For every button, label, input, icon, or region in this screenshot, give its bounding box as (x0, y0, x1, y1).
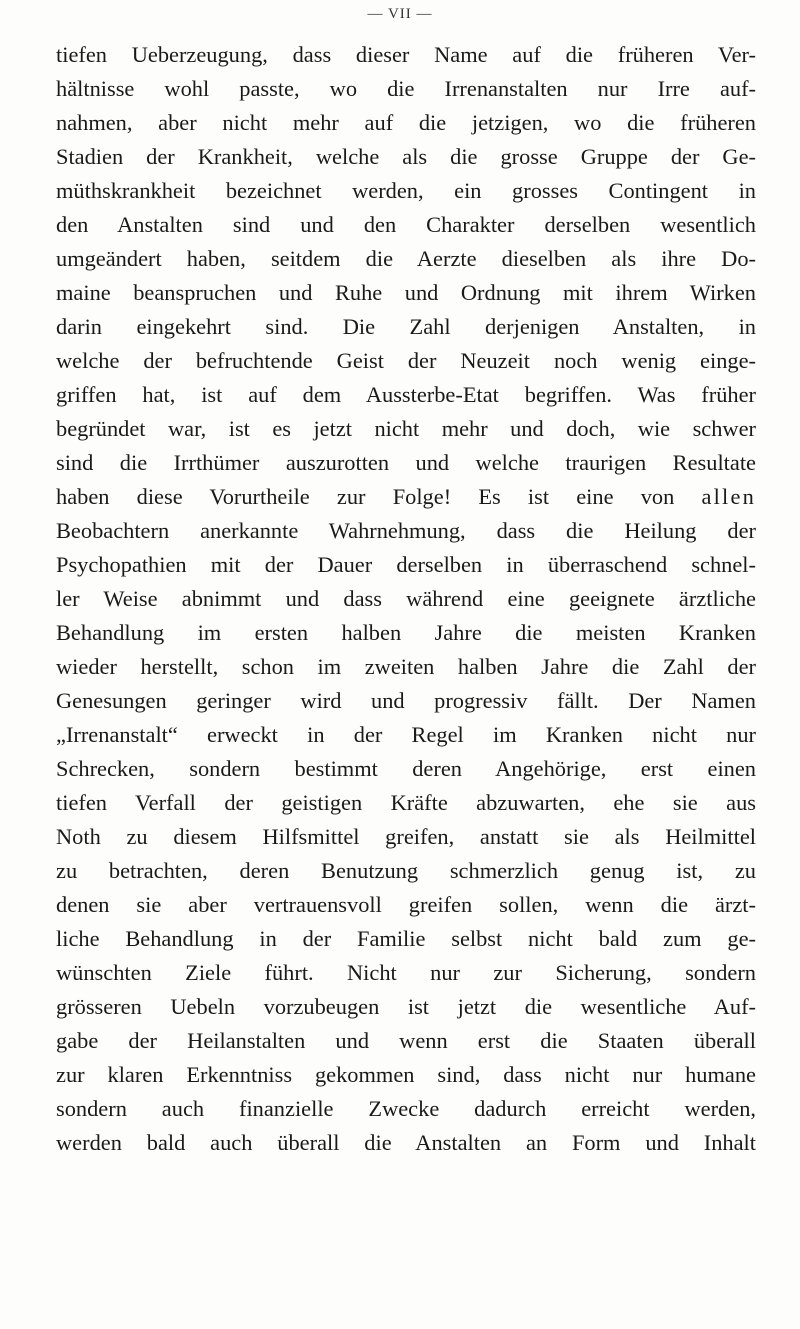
text-line: Noth zu diesem Hilfsmittel greifen, anstatt sie als Heilmittel (56, 824, 756, 849)
text-line: Genesungen geringer wird und progressiv fällt. Der Namen (56, 688, 756, 713)
text-line: wünschten Ziele führt. Nicht nur zur Sicherung, sondern (56, 960, 756, 985)
text-line: umgeändert haben, seitdem die Aerzte dieselben als ihre Do- (56, 246, 756, 271)
text-line: tiefen Ueberzeugung, dass dieser Name auf die früheren Ver- (56, 42, 756, 67)
text-line: hältnisse wohl passte, wo die Irrenanstalten nur Irre auf- (56, 76, 756, 101)
spaced-emphasis-word: allen (701, 484, 756, 509)
text-line: begründet war, ist es jetzt nicht mehr und doch, wie schwer (56, 416, 756, 441)
text-line: Beobachtern anerkannte Wahrnehmung, dass die Heilung der (56, 518, 756, 543)
text-line: griffen hat, ist auf dem Aussterbe-Etat begriffen. Was früher (56, 382, 756, 407)
text-line-part: haben diese Vorurtheile zur Folge! Es ist eine von (56, 484, 675, 509)
text-line: müthskrankheit bezeichnet werden, ein grosses Contingent in (56, 178, 756, 203)
text-line-with-emphasis (56, 480, 756, 514)
text-line: den Anstalten sind und den Charakter derselben wesentlich (56, 212, 756, 237)
text-line: sondern auch finanzielle Zwecke dadurch erreicht werden, (56, 1096, 756, 1121)
text-line: Behandlung im ersten halben Jahre die meisten Kranken (56, 620, 756, 645)
text-line: ler Weise abnimmt und dass während eine geeignete ärztliche (56, 586, 756, 611)
text-line: grösseren Uebeln vorzubeugen ist jetzt die wesentliche Auf- (56, 994, 756, 1019)
text-line: denen sie aber vertrauensvoll greifen sollen, wenn die ärzt- (56, 892, 756, 917)
text-line: zur klaren Erkenntniss gekommen sind, dass nicht nur humane (56, 1062, 756, 1087)
text-line: werden bald auch überall die Anstalten an Form und Inhalt (56, 1130, 756, 1155)
text-line: liche Behandlung in der Familie selbst nicht bald zum ge- (56, 926, 756, 951)
page-number-header: — VII — (367, 6, 433, 22)
text-line: gabe der Heilanstalten und wenn erst die Staaten überall (56, 1028, 756, 1053)
text-line: tiefen Verfall der geistigen Kräfte abzuwarten, ehe sie aus (56, 790, 756, 815)
text-line: sind die Irrthümer auszurotten und welche traurigen Resultate (56, 450, 756, 475)
text-line: „Irrenanstalt“ erweckt in der Regel im Kranken nicht nur (56, 722, 756, 747)
text-line: welche der befruchtende Geist der Neuzeit noch wenig einge- (56, 348, 756, 373)
body-text (56, 38, 756, 1160)
text-line: darin eingekehrt sind. Die Zahl derjenigen Anstalten, in (56, 314, 756, 339)
text-line: wieder herstellt, schon im zweiten halben Jahre die Zahl der (56, 654, 756, 679)
text-line: maine beanspruchen und Ruhe und Ordnung mit ihrem Wirken (56, 280, 756, 305)
text-line: Stadien der Krankheit, welche als die grosse Gruppe der Ge- (56, 144, 756, 169)
text-line: nahmen, aber nicht mehr auf die jetzigen, wo die früheren (56, 110, 756, 135)
text-line: zu betrachten, deren Benutzung schmerzlich genug ist, zu (56, 858, 756, 883)
text-line: Psychopathien mit der Dauer derselben in überraschend schnel- (56, 552, 756, 577)
text-line: Schrecken, sondern bestimmt deren Angehörige, erst einen (56, 756, 756, 781)
